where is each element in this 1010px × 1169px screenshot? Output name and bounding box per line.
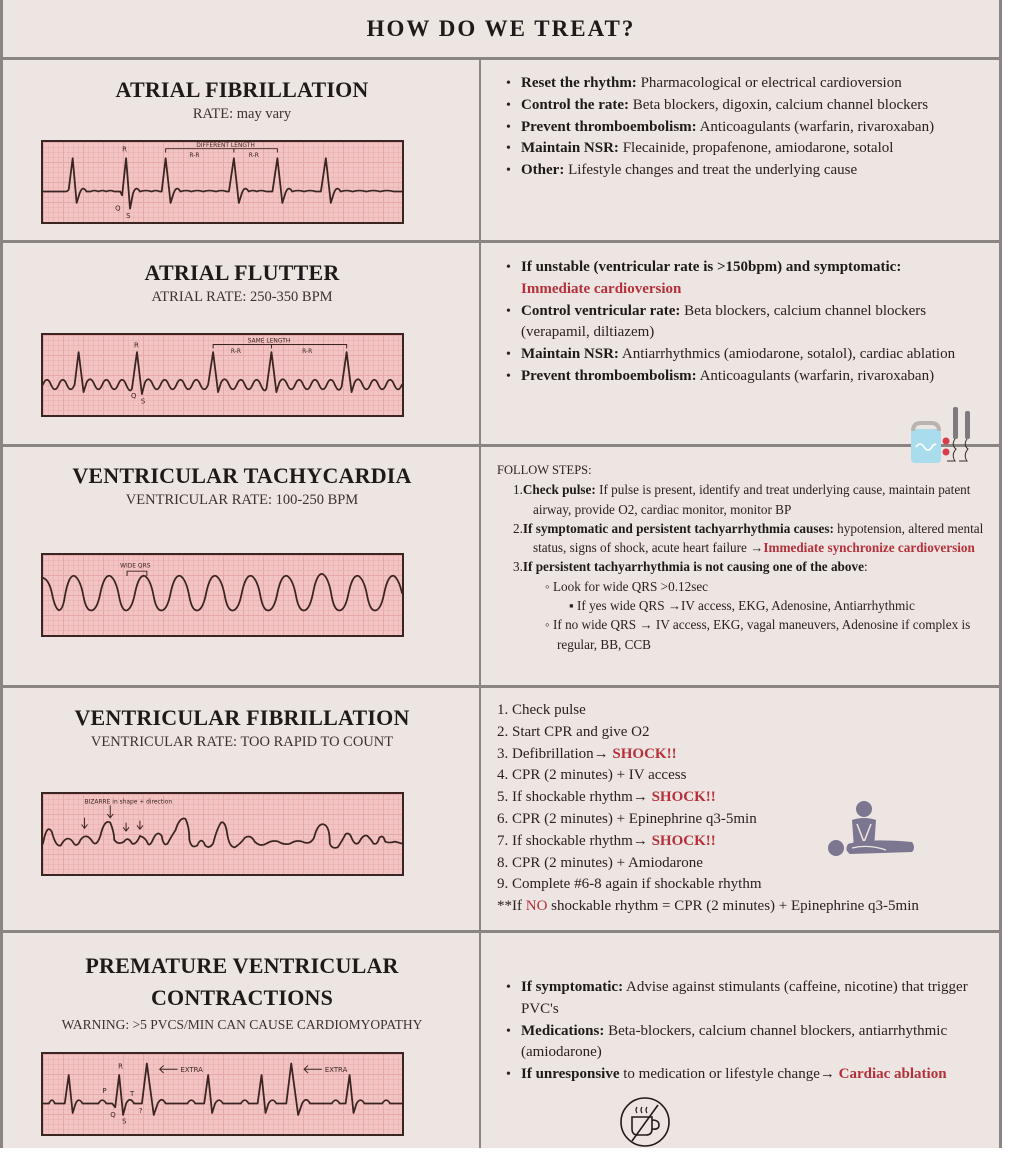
ecg-bracket-label: DIFFERENT LENGTH bbox=[196, 142, 255, 149]
sub-step: ◦ Look for wide QRS >0.12sec bbox=[545, 578, 709, 594]
section-atrial-fibrillation bbox=[3, 60, 999, 243]
shock-label: SHOCK!! bbox=[612, 745, 677, 762]
cpr-icon bbox=[828, 800, 918, 862]
ecg-trace bbox=[43, 819, 402, 848]
ecg-label-t: T bbox=[130, 1090, 135, 1098]
ecg-strip bbox=[41, 553, 404, 637]
ecg-label-u: ? bbox=[138, 1107, 143, 1116]
ecg-label-r: R bbox=[122, 145, 127, 154]
steps-list bbox=[497, 461, 991, 654]
title-box bbox=[3, 0, 999, 60]
steps-header: FOLLOW STEPS: bbox=[497, 463, 592, 477]
section-premature-ventricular-contractions bbox=[3, 933, 999, 1148]
arrow-marker bbox=[107, 805, 113, 817]
section-atrial-flutter bbox=[3, 243, 999, 447]
step-item: 9. Complete #6-8 again if shockable rhythm bbox=[497, 876, 762, 893]
ecg-annotation: BIZARRE in shape + direction bbox=[84, 799, 173, 806]
treatment-panel bbox=[483, 243, 999, 444]
arrow-icon: → bbox=[593, 745, 609, 762]
ecg-label-s: S bbox=[140, 397, 146, 406]
section-ventricular-tachycardia bbox=[3, 447, 999, 688]
step-item: 2.If symptomatic and persistent tachyarrhythmia causes: hypotension, altered mental status, signs of shock, acute heart failure →Immediate synchronize cardioversion bbox=[513, 520, 984, 556]
arrow-icon: → bbox=[819, 1066, 835, 1083]
step-item: 3. Defibrillation→ SHOCK!! bbox=[497, 745, 677, 762]
treatment-item: • Medications: Beta-blockers, calcium channel blockers, antiarrhythmic (amiodarone) bbox=[505, 1021, 993, 1065]
treatment-item: • Reset the rhythm: Pharmacological or electrical cardioversion bbox=[505, 73, 993, 95]
rhythm-rate: VENTRICULAR RATE: 100-250 BPM bbox=[125, 492, 359, 508]
treatment-item: • If unresponsive to medication or lifestyle change→ Cardiac ablation bbox=[505, 1064, 993, 1086]
ecg-label-q: Q bbox=[110, 1110, 116, 1119]
treatment-panel bbox=[483, 688, 999, 930]
ecg-bracket-label: SAME LENGTH bbox=[247, 338, 291, 345]
treatment-item: • If unstable (ventricular rate is >150bpm) and symptomatic: Immediate cardioversion bbox=[505, 257, 995, 301]
hollow-bullet-icon: ◦ bbox=[545, 578, 550, 594]
shock-label: SHOCK!! bbox=[651, 832, 716, 849]
sub-step: ◦ If no wide QRS → IV access, EKG, vagal maneuvers, Adenosine if complex is regular, BB, CCB bbox=[545, 617, 971, 652]
arrow-marker bbox=[82, 818, 88, 828]
treatment-item: • Control ventricular rate: Beta blockers, calcium channel blockers (verapamil, diltiazem) bbox=[505, 301, 995, 345]
step-item: 4. CPR (2 minutes) + IV access bbox=[497, 767, 687, 784]
extra-arrow bbox=[160, 1065, 178, 1073]
step-item: 5. If shockable rhythm→ SHOCK!! bbox=[497, 789, 716, 806]
ecg-label-r: R bbox=[118, 1062, 123, 1071]
ecg-rr-label: R-R bbox=[302, 349, 313, 356]
rhythm-name: ATRIAL FIBRILLATION bbox=[115, 77, 369, 102]
shock-label: SHOCK!! bbox=[651, 789, 716, 806]
rhythm-name: VENTRICULAR FIBRILLATION bbox=[74, 705, 410, 730]
rhythm-panel bbox=[3, 933, 481, 1148]
step-item: 1.Check pulse: If pulse is present, identify and treat underlying cause, maintain patent airway, provide O2, cardiac monitor, monitor BP bbox=[513, 482, 971, 517]
treatment-panel bbox=[483, 933, 999, 1148]
sub-step: ▪ If yes wide QRS →IV access, EKG, Adenosine, Antiarrhythmic bbox=[569, 598, 915, 614]
rhythm-panel bbox=[3, 243, 481, 444]
no-coffee-icon bbox=[618, 1095, 672, 1149]
arrow-icon: → bbox=[667, 598, 682, 614]
emphasis-red: Immediate cardioversion bbox=[521, 280, 682, 297]
rhythm-rate: ATRIAL RATE: 250-350 BPM bbox=[151, 289, 333, 305]
arrow-icon: → bbox=[632, 789, 648, 806]
step-item: 8. CPR (2 minutes) + Amiodarone bbox=[497, 854, 703, 871]
ecg-label-r: R bbox=[133, 341, 139, 350]
treatment-item: • Other: Lifestyle changes and treat the underlying cause bbox=[505, 160, 993, 182]
ecg-strip bbox=[41, 140, 404, 224]
rhythm-rate: VENTRICULAR RATE: TOO RAPID TO COUNT bbox=[90, 734, 394, 750]
emphasis-red: Cardiac ablation bbox=[838, 1066, 947, 1083]
rhythm-panel bbox=[3, 60, 481, 240]
rhythm-name: VENTRICULAR TACHYCARDIA bbox=[72, 463, 412, 488]
ecg-rr-label: R-R bbox=[189, 153, 200, 160]
arrow-icon: → bbox=[632, 832, 648, 849]
ecg-label-s: S bbox=[122, 1117, 127, 1126]
extra-arrow bbox=[304, 1065, 322, 1073]
ecg-trace bbox=[43, 158, 402, 208]
rr-bracket bbox=[166, 149, 278, 153]
step-item: 3.If persistent tachyarrhythmia is not causing one of the above: bbox=[513, 559, 868, 575]
ecg-label-s: S bbox=[126, 212, 131, 221]
square-bullet-icon: ▪ bbox=[569, 598, 574, 614]
treatment-panel bbox=[483, 60, 999, 240]
rhythm-name: PREMATURE VENTRICULAR bbox=[85, 953, 399, 978]
rhythm-name: CONTRACTIONS bbox=[150, 985, 334, 1010]
treatment-list bbox=[505, 73, 993, 182]
arrow-icon: → bbox=[639, 617, 653, 633]
treatment-list bbox=[505, 977, 993, 1086]
treatment-item: • Prevent thromboembolism: Anticoagulants (warfarin, rivaroxaban) bbox=[505, 117, 993, 139]
ecg-label-q: Q bbox=[131, 391, 137, 400]
ecg-strip bbox=[41, 1052, 404, 1136]
rhythm-panel bbox=[3, 447, 481, 685]
ecg-bracket-label: WIDE QRS bbox=[120, 563, 151, 570]
ecg-trace bbox=[43, 1064, 402, 1115]
ecg-label-extra: EXTRA bbox=[324, 1066, 348, 1075]
ecg-label-q: Q bbox=[115, 204, 121, 213]
treatment-item: • If symptomatic: Advise against stimulants (caffeine, nicotine) that trigger PVC's bbox=[505, 977, 993, 1021]
step-item: 6. CPR (2 minutes) + Epinephrine q3-5min bbox=[497, 810, 757, 827]
treatment-list bbox=[505, 257, 995, 388]
ecg-strip bbox=[41, 333, 404, 417]
step-item: 2. Start CPR and give O2 bbox=[497, 723, 650, 740]
emphasis-red: Immediate synchronize cardioversion bbox=[763, 540, 975, 556]
page-title: HOW DO WE TREAT? bbox=[366, 15, 636, 41]
arrow-marker bbox=[123, 823, 129, 832]
rhythm-panel bbox=[3, 688, 481, 930]
section-ventricular-fibrillation bbox=[3, 688, 999, 933]
ecg-trace bbox=[43, 574, 402, 611]
ecg-label-extra: EXTRA bbox=[180, 1066, 203, 1075]
treatment-item: • Maintain NSR: Antiarrhythmics (amiodarone, sotalol), cardiac ablation bbox=[505, 344, 995, 366]
treatment-panel bbox=[483, 447, 999, 685]
treatment-item: • Prevent thromboembolism: Anticoagulants (warfarin, rivaroxaban) bbox=[505, 366, 995, 388]
treatment-item: • Control the rate: Beta blockers, digoxin, calcium channel blockers bbox=[505, 95, 993, 117]
arrow-icon: → bbox=[750, 540, 764, 556]
step-item: 7. If shockable rhythm→ SHOCK!! bbox=[497, 832, 716, 849]
note: **If NO shockable rhythm = CPR (2 minutes) + Epinephrine q3-5min bbox=[497, 898, 919, 915]
arrow-marker bbox=[137, 821, 143, 830]
ecg-strip bbox=[41, 792, 404, 876]
rr-bracket bbox=[213, 345, 347, 349]
rhythm-warning: WARNING: >5 PVCS/MIN CAN CAUSE CARDIOMYOPATHY bbox=[61, 1017, 423, 1032]
ecg-trace bbox=[43, 352, 402, 394]
treatment-item: • Maintain NSR: Flecainide, propafenone, amiodarone, sotalol bbox=[505, 138, 993, 160]
step-item: 1. Check pulse bbox=[497, 702, 586, 718]
ecg-rr-label: R-R bbox=[248, 153, 259, 160]
hollow-bullet-icon: ◦ bbox=[545, 617, 550, 633]
ecg-rr-label: R-R bbox=[230, 349, 242, 356]
steps-list bbox=[497, 700, 997, 918]
ecg-label-p: P bbox=[102, 1087, 107, 1096]
rhythm-name: ATRIAL FLUTTER bbox=[144, 260, 340, 285]
rhythm-rate: RATE: may vary bbox=[192, 106, 292, 122]
